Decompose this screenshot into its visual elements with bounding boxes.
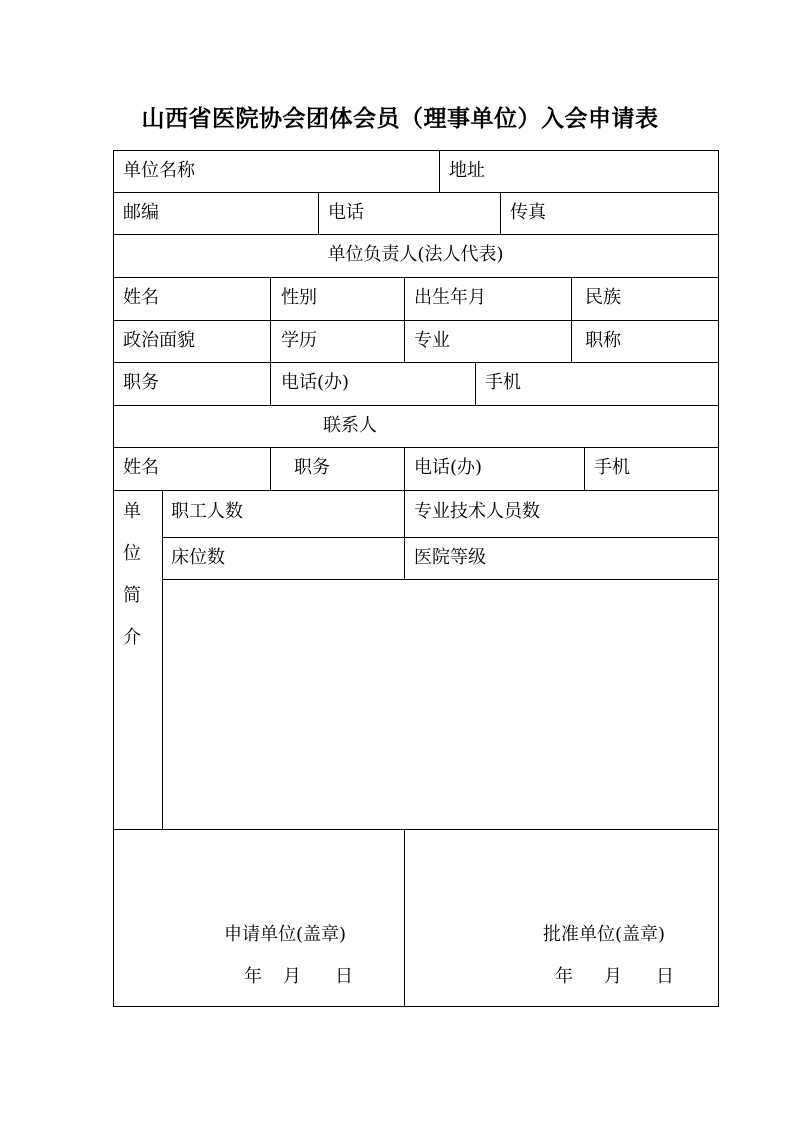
approver-day-label: 日 [656, 966, 674, 987]
col-divider [439, 150, 440, 192]
leader-political-label: 政治面貌 [123, 330, 195, 351]
col-divider [500, 192, 501, 234]
address-label: 地址 [449, 160, 485, 181]
row-divider [113, 192, 718, 193]
phone-label: 电话 [328, 202, 364, 223]
leader-major-label: 专业 [414, 330, 450, 351]
unit-name-label: 单位名称 [123, 160, 195, 181]
application-form [113, 150, 719, 1007]
applicant-day-label: 日 [335, 966, 353, 987]
col-divider [571, 277, 572, 362]
contact-position-label: 职务 [294, 457, 330, 478]
fax-label: 传真 [510, 202, 546, 223]
profile-char: 介 [123, 627, 141, 648]
approver-seal-label: 批准单位(盖章) [543, 924, 666, 945]
col-divider [475, 362, 476, 405]
row-divider [113, 277, 718, 278]
beds-label: 床位数 [171, 547, 225, 568]
contact-mobile-label: 手机 [594, 457, 630, 478]
col-divider [270, 277, 271, 405]
row-divider [113, 405, 718, 406]
col-divider [404, 447, 405, 490]
leader-ethnicity-label: 民族 [585, 287, 621, 308]
staff-count-label: 职工人数 [171, 501, 243, 522]
leader-gender-label: 性别 [281, 287, 317, 308]
leader-education-label: 学历 [281, 330, 317, 351]
col-divider [404, 490, 405, 579]
profile-char: 单 [123, 501, 141, 522]
leader-name-label: 姓名 [123, 287, 159, 308]
leader-birth-label: 出生年月 [414, 287, 486, 308]
page-title: 山西省医院协会团体会员（理事单位）入会申请表 [141, 106, 659, 132]
applicant-seal-label: 申请单位(盖章) [224, 924, 347, 945]
leader-position-label: 职务 [123, 372, 159, 393]
profile-section-label [122, 491, 142, 659]
col-divider [270, 447, 271, 490]
tech-staff-label: 专业技术人员数 [414, 501, 540, 522]
applicant-year-label: 年 [244, 966, 262, 987]
postcode-label: 邮编 [123, 202, 159, 223]
col-divider [404, 277, 405, 362]
approver-month-label: 月 [604, 966, 622, 987]
row-divider [113, 234, 718, 235]
contact-office-phone-label: 电话(办) [414, 457, 483, 478]
leader-section-label: 单位负责人(法人代表) [327, 244, 504, 265]
contact-name-label: 姓名 [123, 457, 159, 478]
col-divider [584, 447, 585, 490]
leader-office-phone-label: 电话(办) [281, 372, 350, 393]
profile-char: 位 [123, 543, 141, 564]
row-divider [113, 362, 718, 363]
row-divider [113, 490, 718, 491]
contact-section-label: 联系人 [323, 415, 377, 436]
row-divider [113, 320, 718, 321]
applicant-month-label: 月 [283, 966, 301, 987]
approver-year-label: 年 [555, 966, 573, 987]
leader-mobile-label: 手机 [485, 372, 521, 393]
hospital-level-label: 医院等级 [414, 547, 486, 568]
row-divider [113, 447, 718, 448]
row-divider [162, 537, 718, 538]
profile-text-area[interactable] [163, 580, 717, 828]
leader-title-label: 职称 [585, 330, 621, 351]
profile-char: 简 [123, 585, 141, 606]
col-divider [318, 192, 319, 234]
